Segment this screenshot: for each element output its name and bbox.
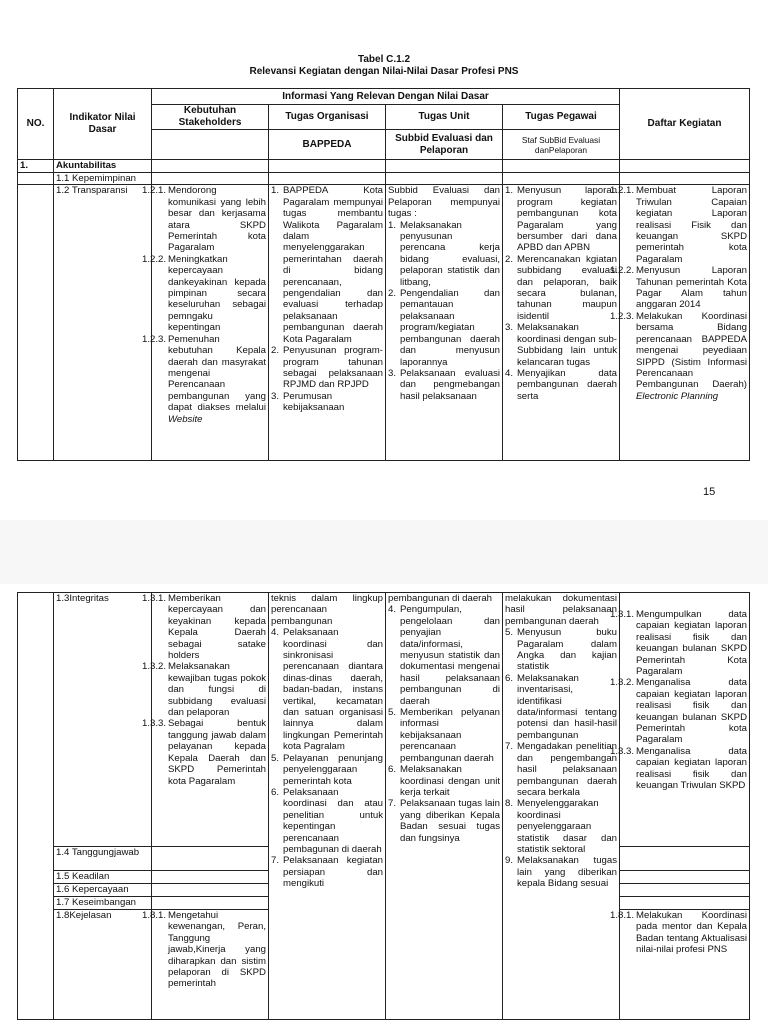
table-title: Relevansi Kegiatan dengan Nilai-Nilai Dasar Profesi PNS [249, 66, 519, 77]
item-text: Sebagai bentuk tanggung jawab dalam pelayanan kepada Kepala Daerah dan SKPD Pemerintah kota Pagaralam [168, 718, 266, 787]
list-item [610, 185, 747, 265]
item-number: 5. [388, 707, 397, 719]
item-text: Melaksanakan koordinasi dengan unit kerja terkait [400, 764, 500, 798]
list-item [388, 288, 500, 368]
relevance-table-page-1 [17, 88, 750, 461]
cell-unit-cont [386, 593, 503, 1020]
item-text: Meningkatkan kepercayaan dankeyakinan kepada pimpinan secara keseluruhan sebagai pemngaku kepentingan [168, 253, 266, 334]
unit-intro: Subbid Evaluasi dan Pelaporan mempunyai tugas : [388, 185, 500, 220]
item-number: 3. [271, 390, 280, 402]
list-item [505, 254, 617, 322]
list-item [142, 910, 266, 990]
item-text: Pelaksanaan koordinasi dan sinkronisasi perencanaan diantara dinas-dinas daerah, badan-badan, instans vertikal, kecamatan dan satuan organisasi lainnya dalam lingkungan Pemerintah kota Pagralam [283, 627, 383, 753]
item-text: Melakukan Koordinasi bersama Bidang perencanaan BAPPEDA mengenai peyediaan SIPPD (Sistim Informasi Perencanaan Pembangunan Daerah) [636, 310, 747, 391]
item-text: Membuat Laporan Triwulan Capaian kegiatan Laporan realisasi Fisik dan keuangan SKPD pemerintah kota Pagaralam [636, 185, 747, 265]
row-keadilan: 1.5 Keadilan [54, 871, 152, 884]
item-number: 8. [505, 798, 514, 810]
list-item [505, 627, 617, 673]
list-item [271, 855, 383, 889]
item-text: Pengendalian dan pemantauan pelaksanaan program/kegiatan pembangunan daerah dan menyusun laporannya [400, 288, 500, 368]
item-number: 4. [271, 627, 280, 639]
cell-daftar-1-8 [610, 910, 750, 1020]
unit-continued: pembangunan di daerah [388, 593, 493, 604]
list-item [610, 910, 747, 956]
list-item [505, 741, 617, 798]
item-text: Menganalisa data capaian kegiatan laporan realisasi fisik dan keuangan bulanan SKPD Pemerintah kota Pagaralam [636, 677, 747, 746]
item-number: 1. [388, 219, 397, 231]
item-number: 1.2.3. [142, 333, 167, 345]
item-number: 1. [271, 185, 280, 197]
list-item [388, 368, 500, 402]
item-number: 2. [271, 345, 280, 357]
item-number: 6. [271, 786, 280, 798]
list-item [142, 593, 266, 662]
item-number: 9. [505, 855, 514, 867]
item-number: 3. [388, 367, 397, 379]
list-item [271, 391, 383, 414]
list-item [142, 253, 266, 334]
item-number: 4. [388, 604, 397, 616]
row-tanggungjawab: 1.4 Tanggungjawab [54, 847, 152, 871]
item-number: 1. [505, 185, 514, 197]
item-number: 1.3.1. [142, 593, 167, 604]
item-number: 1.8.1. [142, 910, 167, 921]
row-transparansi: 1.2 Transparansi [54, 185, 152, 461]
list-item [610, 609, 747, 678]
item-text: Menyusun laporan program kegiatan pembangunan kota Pagaralam yang bersumber dari dana APBD dan APBN [517, 185, 617, 254]
cell-unit-1-2 [386, 185, 503, 461]
item-number: 5. [505, 627, 514, 639]
item-number: 1.2.2. [610, 265, 635, 277]
item-number: 6. [505, 672, 514, 684]
cell-kebutuhan-1-8 [142, 910, 269, 1020]
row-kepercayaan: 1.6 Kepercayaan [54, 884, 152, 897]
list-item [388, 764, 500, 798]
item-text: Mendorong komunikasi yang lebih besar dan kerjasama atara SKPD Pemerintah kota Pagaralam [168, 185, 266, 254]
item-text: Memberikan pelyanan informasi kebijaksanaan perencanaan pembangunan daerah [400, 707, 500, 764]
header-daftar-kegiatan: Daftar Kegiatan [620, 89, 750, 160]
item-text: Pelaksanaan kegiatan persiapan dan mengikuti [283, 855, 383, 890]
item-number: 1.8.1. [610, 910, 635, 921]
page-gap [0, 520, 768, 584]
list-item [271, 185, 383, 345]
item-text: Melaksanakan tugas lain yang diberikan kepala Bidang sesuai [517, 855, 617, 890]
page-16 [0, 584, 768, 1024]
list-item [271, 345, 383, 391]
header-tugas-pegawai: Tugas Pegawai [503, 105, 620, 130]
list-item [610, 677, 747, 746]
item-text: Penyusunan program-program tahunan sebagai pelaksanaan RPJMD dan RPJPD [283, 345, 383, 391]
list-item [388, 707, 500, 764]
section-number: 1. [18, 160, 54, 173]
subheader-staf: Staf SubBid Evaluasi danPelaporan [503, 130, 620, 160]
item-number: 1.3.1. [610, 609, 635, 620]
item-number: 1.2.1. [142, 185, 167, 197]
item-number: 1.3.2. [142, 661, 167, 673]
item-text: Pengumpulan, pengelolaan dan penyajian data/informasi, menyusun statistik dan dokumentasi mengenai hasil pelaksanaan pembangunan di daerah [400, 604, 500, 707]
item-text: Menyusun Laporan Tahunan pemerintah Kota Pagar Alam tahun anggaran 2014 [636, 265, 747, 311]
header-tugas-organisasi: Tugas Organisasi [269, 105, 386, 130]
list-item [388, 220, 500, 288]
item-number: 7. [505, 741, 514, 753]
subheader-bappeda: BAPPEDA [269, 130, 386, 160]
row-integritas: 1.3Integritas [54, 593, 152, 847]
cell-pegawai-1-2 [503, 185, 620, 461]
item-text: Mengumpulkan data capaian kegiatan laporan realisasi fisik dan keuangan bulanan SKPD Pemerintah Kota Pagaralam [636, 609, 747, 678]
list-item [505, 185, 617, 253]
cell-daftar-1-3 [610, 593, 750, 847]
item-text: Merencanakan kgiatan subbidang evaluasi dan pelaporan, baik secara bulanan, tahunan maupun isidentil [517, 253, 617, 322]
item-number: 1.2.1. [610, 185, 635, 197]
header-informasi: Informasi Yang Relevan Dengan Nilai Dasar [152, 89, 620, 105]
item-number: 1.3.3. [610, 745, 635, 757]
subheader-empty [152, 130, 269, 160]
item-text: Perumusan kebijaksanaan [283, 390, 345, 414]
item-text: Menyusun buku Pagaralam dalam Angka dan kajian statistik [517, 627, 617, 673]
list-item [271, 787, 383, 855]
list-item [610, 745, 747, 792]
item-number: 2. [505, 253, 514, 265]
item-text: Pemenuhan kebutuhan Kepala daerah dan masyrakat mengenai Perencanaan pembangunan yang dapat diakses melalui [168, 333, 266, 414]
item-text: Pelayanan penunjang penyelenggaraan pemerintah kota [283, 752, 383, 787]
list-item [610, 265, 747, 311]
list-item [142, 185, 266, 254]
item-text: BAPPEDA Kota Pagaralam mempunyai tugas membantu Walikota Pagaralam dalam menyelenggarakan pemerintahan daerah di bidang perencanaan, pengendalian dan evaluasi terhadap pelaksanaan pembangunan daerah Kota Pagaralam [283, 185, 383, 345]
row-kejelasan: 1.8Kejelasan [54, 910, 152, 1020]
item-text: Pelaksanaan koordinasi dan atau penelitian untuk kepentingan perencanaan pembagunan di daerah [283, 786, 383, 855]
list-item [505, 368, 617, 402]
item-text: Melaksanakan kewajiban tugas pokok dan fungsi di subbidang evaluasi dan pelaporan [168, 661, 266, 719]
item-text: Menganalisa data capaian kegiatan laporan realisasi fisik dan keuangan Triwulan SKPD [636, 745, 747, 792]
cell-daftar-1-2 [610, 185, 750, 461]
item-text: Pelaksanaan evaluasi dan pengmebangan hasil pelaksanaan [400, 367, 500, 402]
item-number: 7. [388, 798, 397, 810]
item-text: Electronic Planning [636, 390, 719, 402]
item-text: Pelaksanaan tugas lain yang diberikan Kepala Badan sesuai tugas dan fungsinya [400, 798, 500, 844]
list-item [142, 718, 266, 787]
list-item [271, 627, 383, 752]
subheader-subbid: Subbid Evaluasi dan Pelaporan [386, 130, 503, 160]
item-number: 1.3.3. [142, 718, 167, 730]
row-keseimbangan: 1.7 Keseimbangan [54, 897, 152, 910]
list-item [388, 798, 500, 844]
list-item [271, 753, 383, 787]
cell-kebutuhan-1-3 [142, 593, 269, 847]
header-kebutuhan-stakeholders: Kebutuhan Stakeholders [152, 105, 269, 130]
list-item [142, 661, 266, 719]
organisasi-continued: teknis dalam lingkup perencanaan pembangunan [271, 593, 383, 627]
item-text: Melakukan Koordinasi pada mentor dan Kepala Badan tentang Aktualisasi nilai-nilai profesi PNS [636, 910, 747, 956]
item-text: Melaksanakan koordinasi dengan sub-Subbidang lain untuk kelancaran tugas [517, 322, 617, 368]
item-text: Website [168, 413, 203, 425]
item-text: Mengadakan penelitian dan pengembangan hasil pelaksanaan pembangunan daerah secara berkala [517, 741, 617, 798]
item-number: 1.2.2. [142, 253, 167, 265]
item-number: 2. [388, 288, 397, 300]
section-title: Akuntabilitas [54, 160, 152, 173]
cell-kebutuhan-1-2 [142, 185, 269, 461]
list-item [610, 310, 747, 402]
relevance-table-page-2 [17, 592, 750, 1020]
cell-organisasi-1-2 [269, 185, 386, 461]
item-text: Memberikan kepercayaan dan keyakinan kepada Kepala Daerah sebagai satake holders [168, 593, 266, 662]
item-text: Mengetahui kewenangan, Peran, Tanggung jawab,Kinerja yang diharapkan dan sistim pelaporan di SKPD pemerintah [168, 910, 266, 990]
item-number: 1.2.3. [610, 310, 635, 322]
item-text: Melaksanakan inventarisasi, identifikasi data/informasi tentang potensi dan hasil-hasil pembangunan [517, 672, 617, 741]
pegawai-continued: melakukan dokumentasi hasil pelaksanaan pembangunan daerah [505, 593, 617, 627]
list-item [142, 333, 266, 425]
list-item [388, 604, 500, 707]
item-number: 4. [505, 367, 514, 379]
item-text: Menyelenggarakan koordinasi penyelenggaraan statistik dasar dan statistik sektoral [517, 798, 617, 855]
list-item [505, 798, 617, 855]
cell-organisasi-cont [269, 593, 386, 1020]
table-number: Tabel C.1.2 [357, 54, 411, 65]
item-number: 7. [271, 855, 280, 867]
list-item [505, 322, 617, 368]
cell-pegawai-cont [503, 593, 620, 1020]
item-number: 1.3.2. [610, 677, 635, 689]
item-number: 3. [505, 322, 514, 334]
header-indikator: Indikator Nilai Dasar [54, 89, 152, 160]
item-number: 6. [388, 764, 397, 776]
row-kepemimpinan: 1.1 Kepemimpinan [54, 173, 152, 185]
list-item [505, 855, 617, 889]
item-number: 5. [271, 752, 280, 764]
list-item [505, 673, 617, 741]
page-number: 15 [703, 486, 716, 498]
item-text: Melaksanakan penyusunan perencana kerja bidang evaluasi, pelaporan statistik dan litbang, [400, 219, 500, 288]
header-tugas-unit: Tugas Unit [386, 105, 503, 130]
header-no: NO. [18, 89, 54, 160]
item-text: Menyajikan data pembangunan daerah serta [517, 367, 617, 402]
